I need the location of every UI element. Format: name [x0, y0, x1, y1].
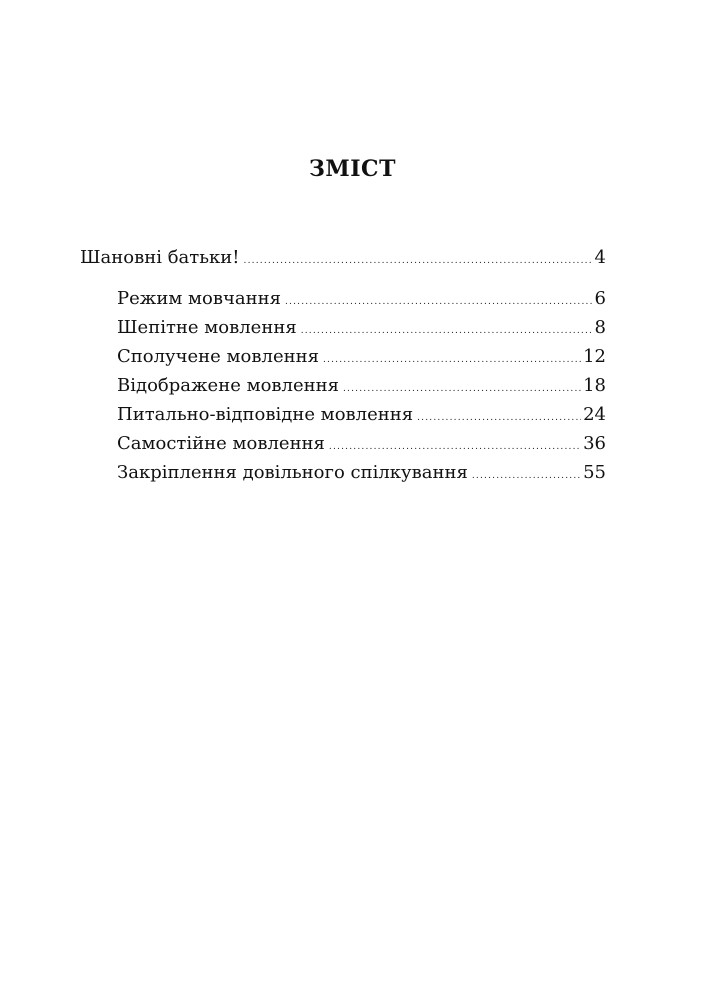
toc-entry-label: Самостійне мовлення — [117, 433, 325, 454]
dot-leader — [301, 321, 593, 341]
toc-entry-page-number: 18 — [583, 375, 606, 396]
page-title: ЗМІСТ — [309, 156, 396, 182]
toc-entry — [80, 347, 606, 376]
toc-entry — [80, 463, 606, 492]
toc-entry-page-number: 8 — [594, 317, 606, 338]
toc-entry-page-number: 6 — [594, 288, 606, 309]
toc-entry-label: Питально-відповідне мовлення — [117, 404, 414, 425]
toc-entry — [80, 318, 606, 347]
toc-entry — [80, 248, 606, 277]
table-of-contents — [80, 248, 606, 492]
toc-entry — [80, 434, 606, 463]
toc-entry-page-number: 24 — [583, 404, 606, 425]
toc-entry — [80, 376, 606, 405]
toc-entry-label: Сполучене мовлення — [117, 346, 319, 367]
dot-leader — [343, 379, 581, 399]
toc-entry-page-number: 36 — [583, 433, 606, 454]
toc-entry — [80, 289, 606, 318]
toc-entry-page-number: 55 — [583, 462, 606, 483]
dot-leader — [329, 437, 581, 457]
toc-entry — [80, 405, 606, 434]
toc-entry-label: Шановні батьки! — [80, 247, 240, 268]
toc-entry-label: Закріплення довільного спілкування — [117, 462, 468, 483]
dot-leader — [417, 408, 581, 428]
toc-entry-label: Відображене мовлення — [117, 375, 339, 396]
dot-leader — [244, 251, 593, 271]
dot-leader — [285, 292, 593, 312]
dot-leader — [323, 350, 581, 370]
dot-leader — [472, 466, 581, 486]
toc-entry-label: Шепітне мовлення — [117, 317, 297, 338]
toc-entry-label: Режим мовчання — [117, 288, 281, 309]
toc-entry-page-number: 12 — [583, 346, 606, 367]
toc-entry-page-number: 4 — [594, 247, 606, 268]
